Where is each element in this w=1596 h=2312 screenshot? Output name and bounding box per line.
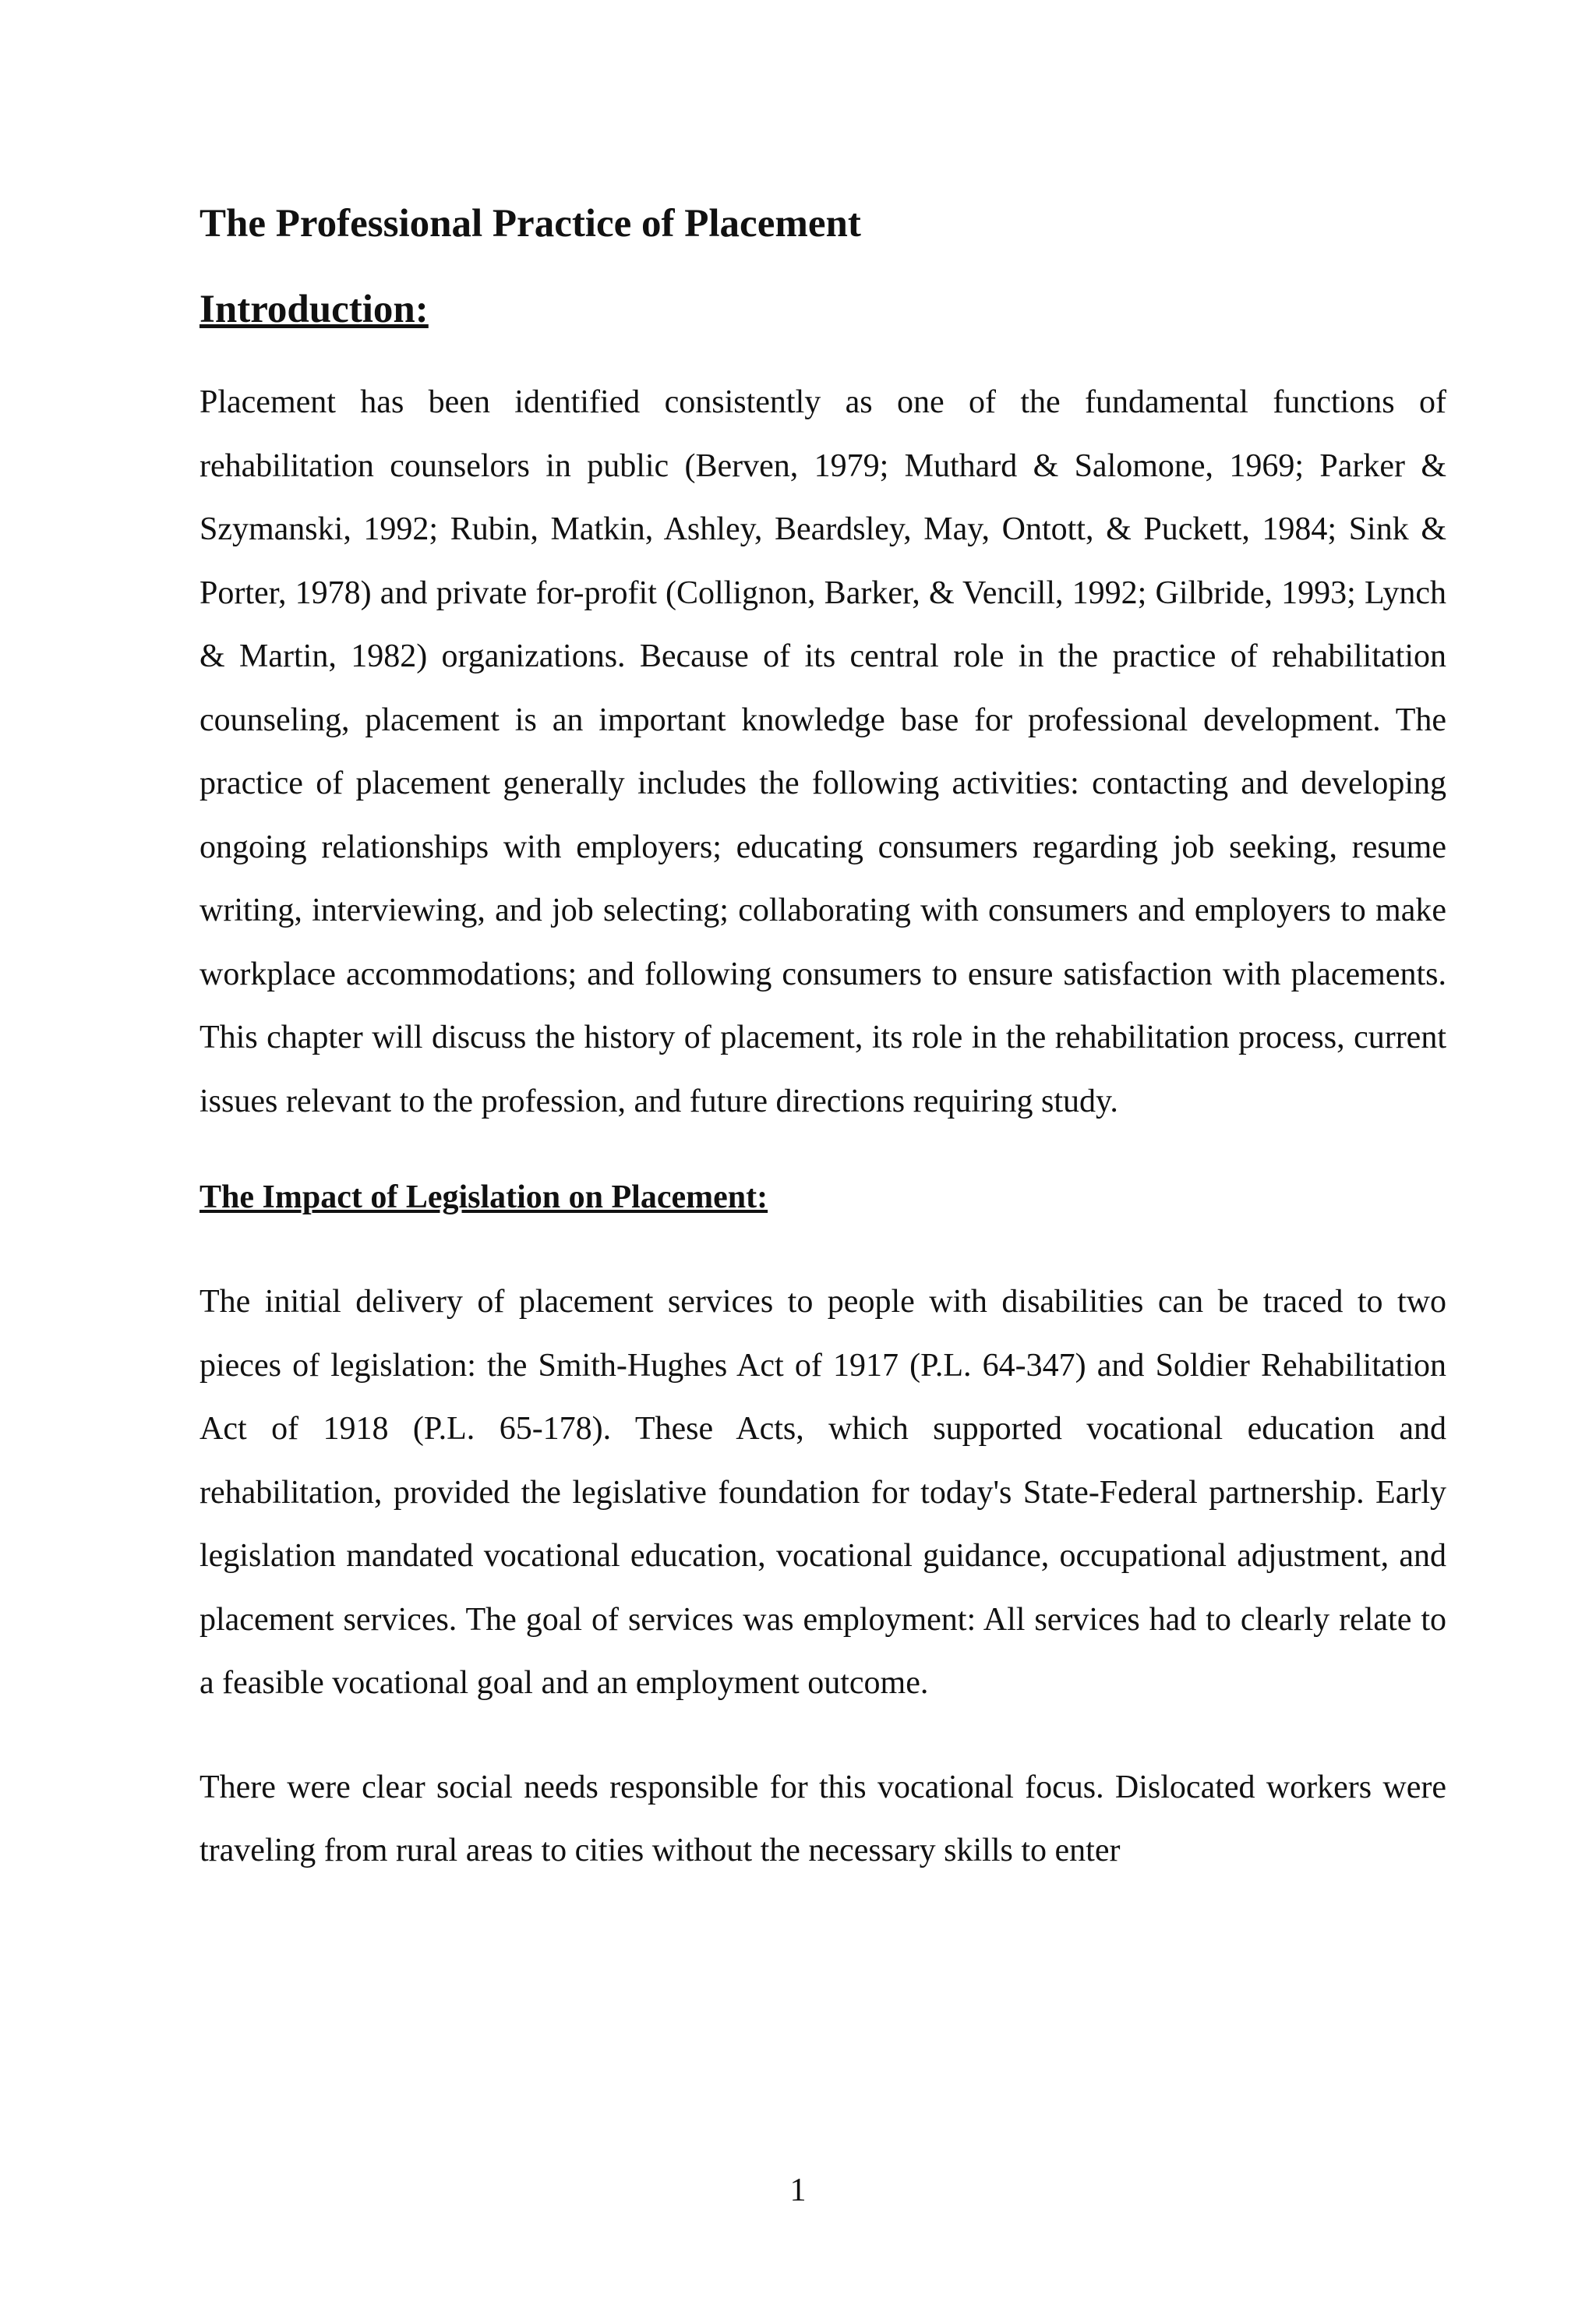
document-title: The Professional Practice of Placement <box>200 202 861 246</box>
legislation-paragraph-2: There were clear social needs responsible for this vocational focus. Dislocated workers were traveling from rural areas to cities without the necessary skills to enter <box>200 1769 1446 1868</box>
page-content <box>200 196 1446 1883</box>
page-number: 1 <box>789 2172 807 2208</box>
introduction-paragraph: Placement has been identified consistently as one of the fundamental functions of rehabilitation counselors in public (Berven, 1979; Muthard & Salomone, 1969; Parker & Szymanski, 1992; Rubin, Matkin, Ashley, Beardsley, May, Ontott, & Puckett, 1984; Sink & Porter, 1978) and private for-profit (Collignon, Barker, & Vencill, 1992; Gilbride, 1993; Lynch & Martin, 1982) organizations. Because of its central role in the practice of rehabilitation counseling, placement is an important knowledge base for professional development. The practice of placement generally includes the following activities: contacting and developing ongoing relationships with employers; educating consumers regarding job seeking, resume writing, interviewing, and job selecting; collaborating with consumers and employers to make workplace accommodations; and following consumers to ensure satisfaction with placements. This chapter will discuss the history of placement, its role in the rehabilitation process, current issues relevant to the profession, and future directions requiring study. <box>200 384 1446 1119</box>
legislation-heading: The Impact of Legislation on Placement: <box>200 1179 768 1215</box>
introduction-heading: Introduction: <box>200 288 429 331</box>
legislation-paragraph-1: The initial delivery of placement services to people with disabilities can be traced to two pieces of legislation: the Smith-Hughes Act of 1917 (P.L. 64-347) and Soldier Rehabilitation Act of 1918 (P.L. 65-178). These Acts, which supported vocational education and rehabilitation, provided the legislative foundation for today's State-Federal partnership. Early legislation mandated vocational education, vocational guidance, occupational adjustment, and placement services. The goal of services was employment: All services had to clearly relate to a feasible vocational goal and an employment outcome. <box>200 1284 1446 1701</box>
